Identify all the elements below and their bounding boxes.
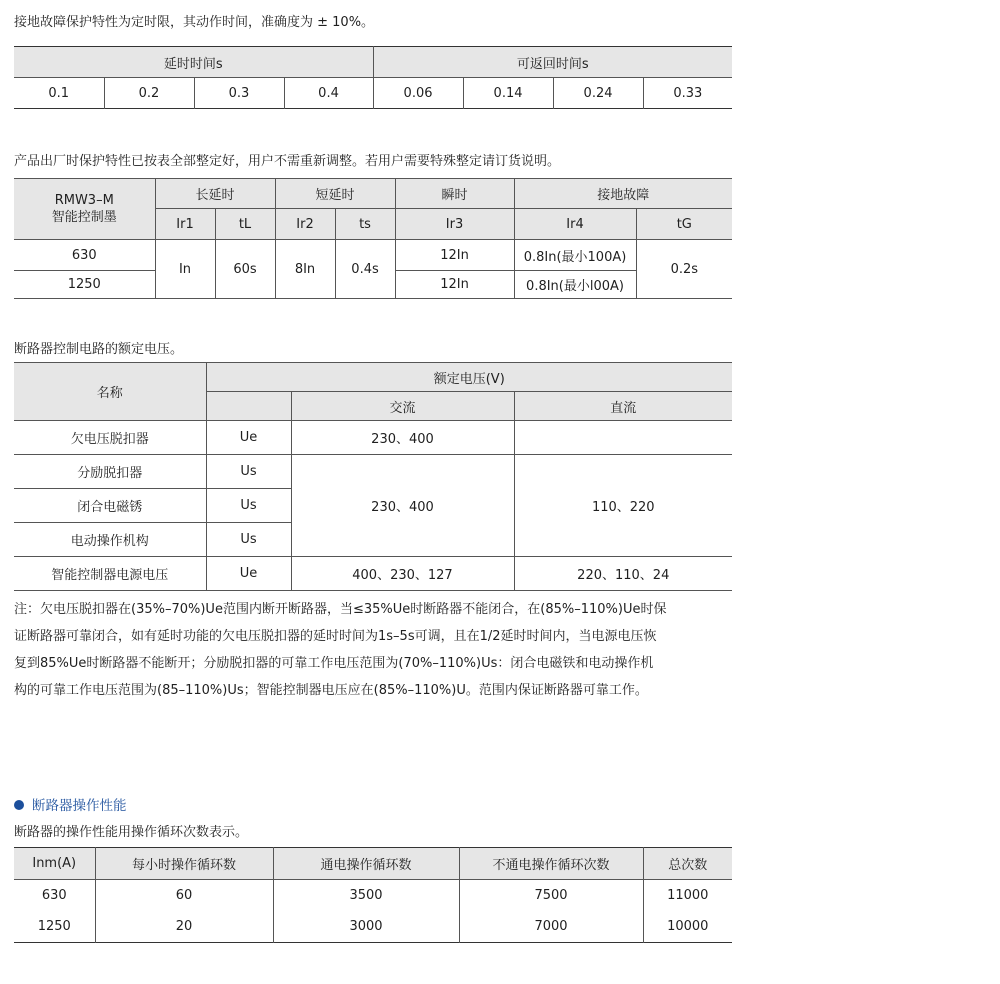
instant-header: 瞬时 [395,179,514,209]
note-line: 注：欠电压脱扣器在(35%–70%)Ue范围内断开断路器，当≤35%Ue时断路器不能闭合，在(85%–110%)Ue时保 [14,602,667,617]
long-delay-header: 长延时 [155,179,275,209]
operation-cycles-table [14,847,732,943]
ir3-value: 12In [395,240,514,271]
table-cell: 10000 [643,911,732,943]
table-cell: 630 [41,888,67,903]
table-cell: 0.06 [373,78,463,109]
table-cell: 0.4 [284,78,373,109]
table-cell: 0.33 [643,78,732,109]
dc-header: 直流 [514,392,732,421]
note-line: 证断路器可靠闭合，如有延时功能的欠电压脱扣器的延时时间为1s–5s可调，且在1/2延时时间内，当电源电压恢 [14,629,657,644]
unpowered-cycles-header: 不通电操作循环次数 [459,848,643,880]
note-line: 复到85%Ue时断路器不能断开；分励脱扣器的可靠工作电压范围为(70%–110%)Us：闭合电磁铁和电动操作机 [14,656,654,671]
component-name: 电动操作机构 [14,523,206,557]
intro-ground-fault: 接地故障保护特性为定时限，其动作时间，准确度为 ± 10%。 [14,15,375,30]
component-code: Us [206,455,291,489]
rated-voltage-header: 额定电压(V) [206,363,732,392]
hourly-cycles-header: 每小时操作循环数 [95,848,273,880]
intro-operation-performance: 断路器的操作性能用操作循环次数表示。 [14,825,249,840]
table-cell: 0.1 [48,85,70,101]
ir2-header: Ir2 [275,209,335,240]
ts-header: ts [335,209,395,240]
protection-settings-table [14,178,732,299]
ac-value-merged: 230、400 [291,455,514,557]
ir2-value: 8In [275,240,335,299]
table-cell: 60 [95,880,273,912]
ir4-value: 0.8In(最小l00A) [514,271,636,299]
component-code: Us [206,489,291,523]
ground-fault-header: 接地故障 [514,179,732,209]
delay-time-header: 延时时间s [14,47,373,78]
component-code: Ue [206,557,291,591]
tg-value: 0.2s [636,240,732,299]
table-cell: 1250 [37,919,71,934]
name-header: 名称 [14,363,206,421]
model-line1: RMW3–M [54,193,114,208]
total-cycles-header: 总次数 [643,848,732,880]
component-code: Ue [206,421,291,455]
component-name: 欠电压脱扣器 [14,421,206,455]
dc-value-empty [514,421,732,455]
table-cell: 0.3 [194,78,284,109]
powered-cycles-header: 通电操作循环数 [273,848,459,880]
note-line: 构的可靠工作电压范围为(85–110%)Us；智能控制器电压应在(85%–110%)U。范围内保证断路器可靠工作。 [14,683,648,698]
bullet-dot-icon [14,800,24,810]
table-cell: 7000 [459,911,643,943]
short-delay-header: 短延时 [275,179,395,209]
table-cell: 0.24 [553,78,643,109]
dc-value-merged: 110、220 [514,455,732,557]
ir3-header: Ir3 [395,209,514,240]
model-cell: 630 [14,240,155,271]
voltage-note [14,596,734,704]
ir1-header: Ir1 [155,209,215,240]
section-title: 断路器操作性能 [32,798,127,814]
table-cell: 11000 [643,880,732,912]
component-name: 分励脱扣器 [14,455,206,489]
intro-factory-settings: 产品出厂时保护特性已按表全部整定好，用户不需重新调整。若用户需要特殊整定请订货说明。 [14,154,561,169]
code-header [206,392,291,421]
inm-header: Inm(A) [14,848,95,880]
delay-time-table [14,46,732,109]
ir1-value: In [155,240,215,299]
model-header [14,179,155,240]
component-code: Us [206,523,291,557]
model-line2: 智能控制墨 [51,210,117,225]
table-cell: 0.2 [104,78,194,109]
tl-header: tL [215,209,275,240]
intro-control-voltage: 断路器控制电路的额定电压。 [14,342,184,357]
ir4-header: Ir4 [514,209,636,240]
model-cell: 1250 [14,271,155,299]
ir4-value: 0.8In(最小100A) [514,240,636,271]
return-time-header: 可返回时间s [373,47,732,78]
dc-value: 220、110、24 [514,557,732,591]
ir3-value: 12In [395,271,514,299]
tl-value: 60s [215,240,275,299]
tg-header: tG [636,209,732,240]
table-cell: 7500 [459,880,643,912]
table-cell: 20 [95,911,273,943]
ac-value: 400、230、127 [291,557,514,591]
ts-value: 0.4s [335,240,395,299]
component-name: 闭合电磁锈 [14,489,206,523]
ac-header: 交流 [291,392,514,421]
table-cell: 0.14 [463,78,553,109]
rated-voltage-table [14,362,732,591]
component-name: 智能控制器电源电压 [14,557,206,591]
ac-value: 230、400 [291,421,514,455]
section-heading [14,794,127,814]
table-cell: 3000 [273,911,459,943]
table-cell: 3500 [273,880,459,912]
